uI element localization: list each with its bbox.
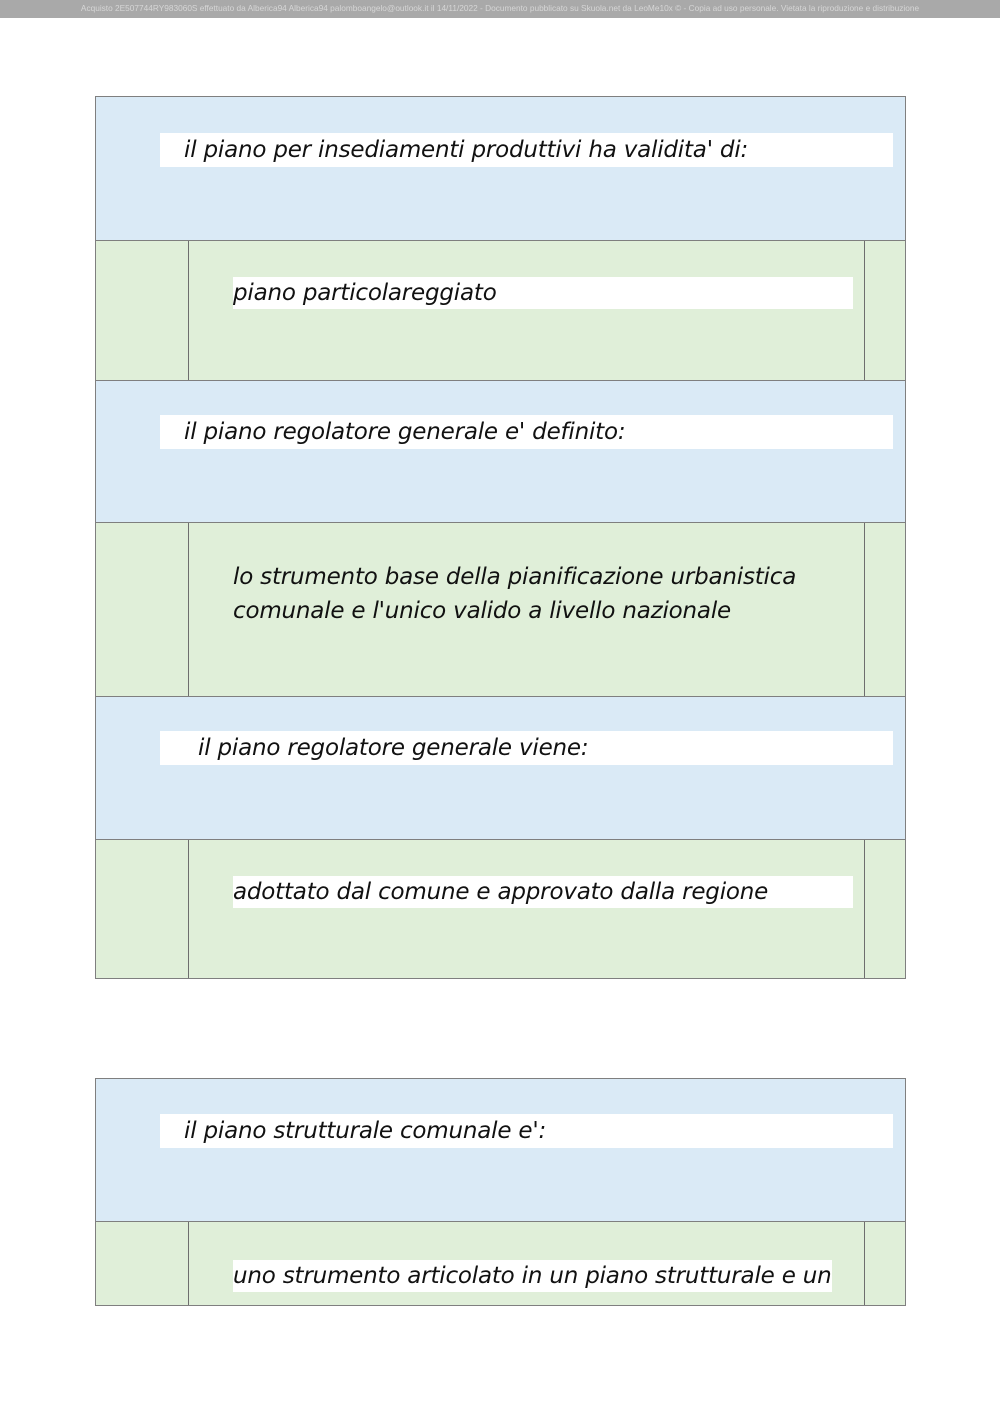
question-text: il piano per insediamenti produttivi ha validita' di:: [160, 133, 893, 167]
answer-row: [96, 523, 905, 697]
answer-left-cell: [96, 241, 189, 380]
answer-left-cell: [96, 1222, 189, 1305]
answer-row: [96, 1222, 905, 1306]
question-row: [96, 381, 905, 523]
question-row: [96, 97, 905, 241]
answer-right-cell: [864, 241, 905, 380]
answer-left-cell: [96, 840, 189, 978]
answer-left-cell: [96, 523, 189, 696]
question-text: il piano regolatore generale e' definito:: [160, 415, 893, 449]
answer-right-cell: [864, 1222, 905, 1305]
question-row: [96, 1079, 905, 1222]
answer-line: comunale e l'unico valido a livello nazionale: [233, 598, 731, 624]
answer-right-cell: [864, 523, 905, 696]
question-text: il piano strutturale comunale e':: [160, 1114, 893, 1148]
question-row: [96, 697, 905, 840]
answer-text: adottato dal comune e approvato dalla regione: [233, 876, 853, 908]
answer-text: [233, 560, 833, 628]
watermark-bar: [0, 0, 1000, 18]
answer-row: [96, 840, 905, 978]
answer-text: piano particolareggiato: [233, 277, 853, 309]
flashcard-group: [95, 1078, 906, 1306]
answer-row: [96, 241, 905, 381]
question-text: il piano regolatore generale viene:: [160, 731, 893, 765]
flashcard-group: [95, 96, 906, 979]
watermark-text: Acquisto 2E507744RY983060S effettuato da Alberica94 Alberica94 palomboangelo@outlook.it il 14/11/2022 - Documento pubblicato su Skuola.net da LeoMe10x © - Copia ad uso personale. Vietata la riproduzione e distribuzione: [80, 3, 920, 13]
answer-text: uno strumento articolato in un piano strutturale e un: [233, 1260, 832, 1292]
answer-right-cell: [864, 840, 905, 978]
answer-line: lo strumento base della pianificazione urbanistica: [233, 564, 797, 590]
